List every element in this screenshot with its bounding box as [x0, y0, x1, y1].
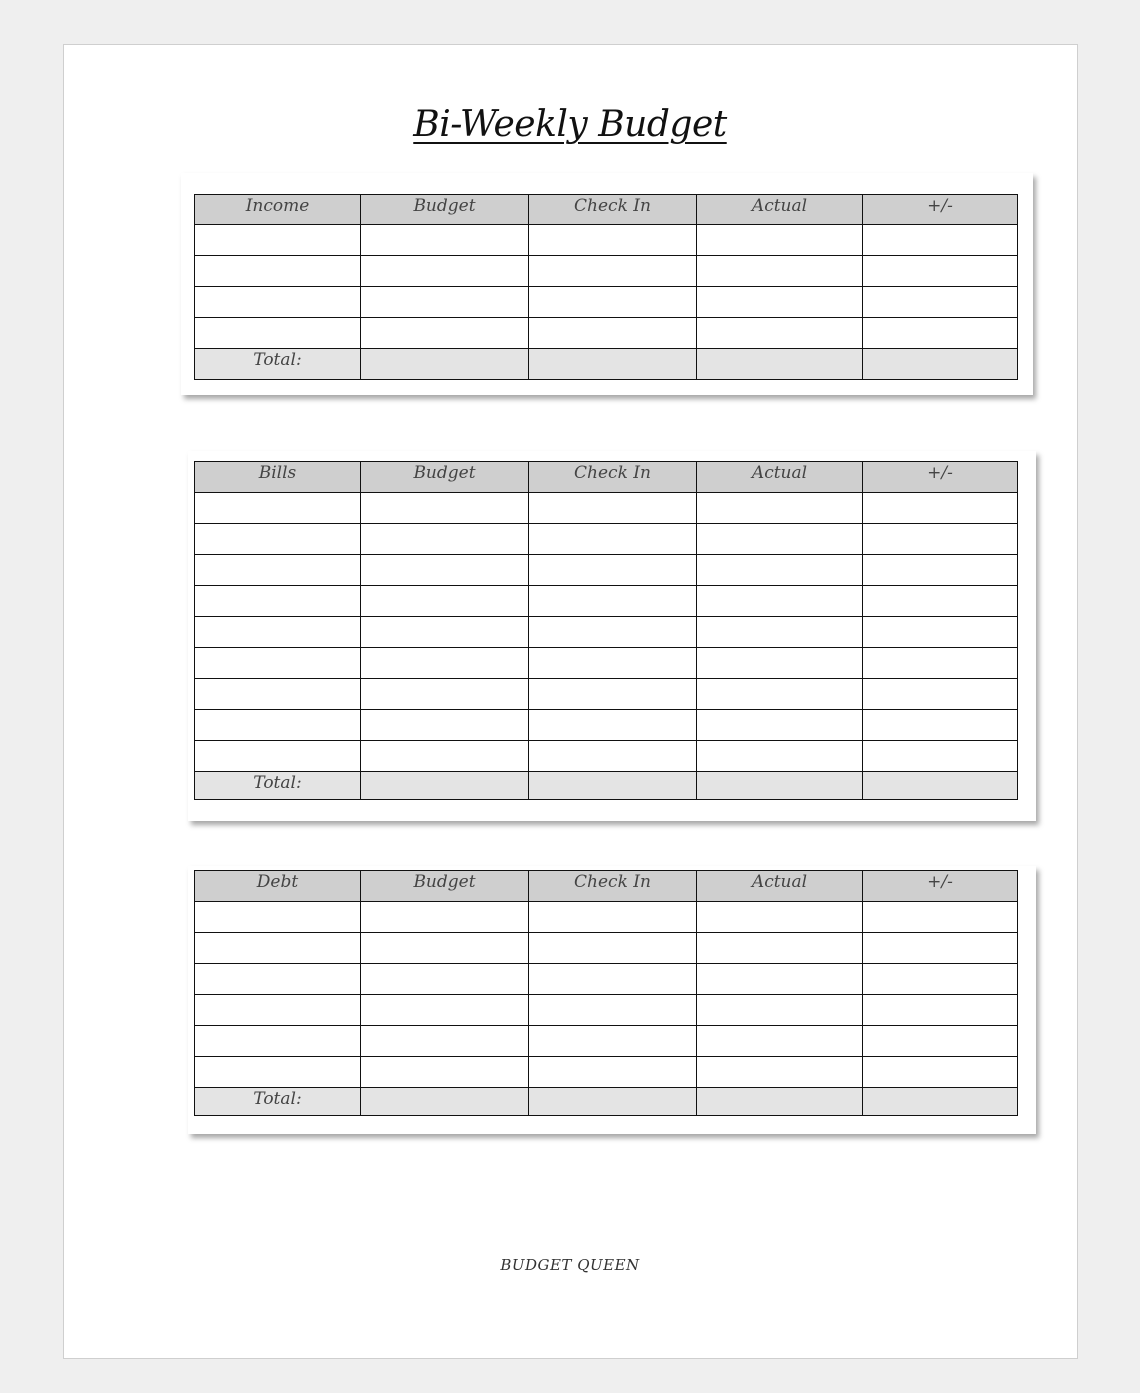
cell[interactable] — [863, 1057, 1018, 1088]
cell[interactable] — [195, 1057, 361, 1088]
cell[interactable] — [195, 524, 361, 555]
cell[interactable] — [863, 1026, 1018, 1057]
cell[interactable] — [863, 995, 1018, 1026]
cell[interactable] — [361, 586, 529, 617]
cell[interactable] — [361, 710, 529, 741]
cell[interactable] — [529, 741, 697, 772]
total-difference[interactable] — [863, 772, 1018, 800]
total-budget[interactable] — [361, 772, 529, 800]
cell[interactable] — [195, 710, 361, 741]
total-check-in[interactable] — [529, 1088, 697, 1116]
cell[interactable] — [697, 741, 863, 772]
cell[interactable] — [529, 225, 697, 256]
cell[interactable] — [195, 287, 361, 318]
cell[interactable] — [529, 995, 697, 1026]
cell[interactable] — [863, 617, 1018, 648]
total-budget[interactable] — [361, 349, 529, 380]
cell[interactable] — [361, 648, 529, 679]
cell[interactable] — [863, 287, 1018, 318]
header-budget: Budget — [361, 195, 529, 225]
cell[interactable] — [529, 1026, 697, 1057]
header-budget: Budget — [361, 871, 529, 902]
header-actual: Actual — [697, 871, 863, 902]
cell[interactable] — [697, 933, 863, 964]
cell[interactable] — [361, 555, 529, 586]
total-check-in[interactable] — [529, 772, 697, 800]
header-budget: Budget — [361, 462, 529, 493]
bills-table — [194, 461, 1018, 800]
cell[interactable] — [529, 493, 697, 524]
cell[interactable] — [863, 902, 1018, 933]
cell[interactable] — [863, 524, 1018, 555]
cell[interactable] — [697, 493, 863, 524]
cell[interactable] — [361, 225, 529, 256]
cell[interactable] — [697, 524, 863, 555]
header-check-in: Check In — [529, 195, 697, 225]
cell[interactable] — [697, 586, 863, 617]
cell[interactable] — [529, 964, 697, 995]
cell[interactable] — [361, 617, 529, 648]
cell[interactable] — [361, 741, 529, 772]
cell[interactable] — [697, 287, 863, 318]
cell[interactable] — [863, 648, 1018, 679]
footer-brand: BUDGET QUEEN — [500, 1256, 640, 1274]
cell[interactable] — [863, 933, 1018, 964]
total-label: Total: — [195, 1088, 361, 1116]
cell[interactable] — [863, 256, 1018, 287]
cell[interactable] — [361, 1026, 529, 1057]
total-budget[interactable] — [361, 1088, 529, 1116]
cell[interactable] — [195, 617, 361, 648]
total-label: Total: — [195, 772, 361, 800]
header-category: Income — [195, 195, 361, 225]
cell[interactable] — [529, 648, 697, 679]
cell[interactable] — [195, 555, 361, 586]
cell[interactable] — [195, 964, 361, 995]
cell[interactable] — [361, 318, 529, 349]
header-actual: Actual — [697, 462, 863, 493]
cell[interactable] — [697, 710, 863, 741]
cell[interactable] — [697, 679, 863, 710]
cell[interactable] — [195, 741, 361, 772]
income-table — [194, 194, 1018, 380]
cell[interactable] — [529, 287, 697, 318]
cell[interactable] — [697, 648, 863, 679]
cell[interactable] — [863, 493, 1018, 524]
cell[interactable] — [529, 1057, 697, 1088]
cell[interactable] — [361, 933, 529, 964]
header-difference: +/- — [863, 462, 1018, 493]
cell[interactable] — [697, 617, 863, 648]
cell[interactable] — [697, 902, 863, 933]
total-actual[interactable] — [697, 1088, 863, 1116]
cell[interactable] — [361, 964, 529, 995]
header-difference: +/- — [863, 871, 1018, 902]
cell[interactable] — [529, 586, 697, 617]
cell[interactable] — [361, 1057, 529, 1088]
cell[interactable] — [195, 679, 361, 710]
cell[interactable] — [529, 318, 697, 349]
cell[interactable] — [697, 964, 863, 995]
cell[interactable] — [195, 225, 361, 256]
cell[interactable] — [697, 225, 863, 256]
total-actual[interactable] — [697, 772, 863, 800]
cell[interactable] — [195, 318, 361, 349]
cell[interactable] — [195, 995, 361, 1026]
cell[interactable] — [863, 586, 1018, 617]
cell[interactable] — [529, 555, 697, 586]
cell[interactable] — [529, 256, 697, 287]
cell[interactable] — [863, 710, 1018, 741]
cell[interactable] — [529, 524, 697, 555]
cell[interactable] — [863, 225, 1018, 256]
total-check-in[interactable] — [529, 349, 697, 380]
cell[interactable] — [195, 902, 361, 933]
cell[interactable] — [361, 287, 529, 318]
header-actual: Actual — [697, 195, 863, 225]
header-check-in: Check In — [529, 462, 697, 493]
cell[interactable] — [195, 493, 361, 524]
cell[interactable] — [863, 555, 1018, 586]
cell[interactable] — [529, 617, 697, 648]
cell[interactable] — [195, 933, 361, 964]
debt-table — [194, 870, 1018, 1116]
cell[interactable] — [863, 741, 1018, 772]
cell[interactable] — [863, 964, 1018, 995]
cell[interactable] — [863, 318, 1018, 349]
header-check-in: Check In — [529, 871, 697, 902]
page-title: Bi-Weekly Budget — [413, 104, 727, 145]
cell[interactable] — [697, 995, 863, 1026]
cell[interactable] — [195, 1026, 361, 1057]
cell[interactable] — [863, 679, 1018, 710]
cell[interactable] — [697, 318, 863, 349]
cell[interactable] — [195, 586, 361, 617]
cell[interactable] — [195, 648, 361, 679]
cell[interactable] — [697, 1057, 863, 1088]
cell[interactable] — [529, 710, 697, 741]
cell[interactable] — [697, 1026, 863, 1057]
cell[interactable] — [361, 493, 529, 524]
header-category: Debt — [195, 871, 361, 902]
total-difference[interactable] — [863, 1088, 1018, 1116]
cell[interactable] — [529, 902, 697, 933]
cell[interactable] — [529, 933, 697, 964]
cell[interactable] — [361, 679, 529, 710]
header-category: Bills — [195, 462, 361, 493]
cell[interactable] — [697, 256, 863, 287]
cell[interactable] — [361, 256, 529, 287]
cell[interactable] — [361, 995, 529, 1026]
total-difference[interactable] — [863, 349, 1018, 380]
cell[interactable] — [361, 524, 529, 555]
cell[interactable] — [529, 679, 697, 710]
cell[interactable] — [195, 256, 361, 287]
total-label: Total: — [195, 349, 361, 380]
cell[interactable] — [697, 555, 863, 586]
header-difference: +/- — [863, 195, 1018, 225]
cell[interactable] — [361, 902, 529, 933]
total-actual[interactable] — [697, 349, 863, 380]
